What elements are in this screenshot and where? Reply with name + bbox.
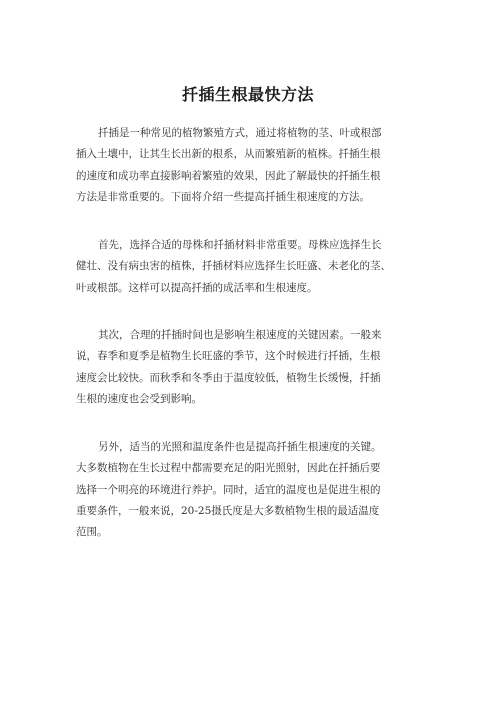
- paragraph-line: 生根的速度也会受到影响。: [76, 392, 202, 405]
- paragraph-3: [76, 325, 436, 410]
- paragraph-4: [76, 437, 436, 543]
- paragraph-line: 选择一个明亮的环境进行养护。同时，适宜的温度也是促进生根的: [76, 483, 381, 496]
- paragraph-2: [76, 235, 436, 299]
- paragraph-line: 方法是非常重要的。下面将介绍一些提高扦插生根速度的方法。: [76, 190, 370, 203]
- paragraph-line: 健壮、没有病虫害的植株，扦插材料应选择生长旺盛、未老化的茎、: [76, 260, 391, 273]
- paragraph-line: 说，春季和夏季是植物生长旺盛的季节，这个时候进行扦插，生根: [76, 350, 381, 363]
- document-title: 扦插生根最快方法: [181, 85, 314, 104]
- paragraph-1: [76, 123, 436, 208]
- paragraph-line: 叶或根部。这样可以提高扦插的成活率和生根速度。: [76, 281, 318, 294]
- paragraph-line: 重要条件，一般来说，20-25摄氏度是大多数植物生根的最适温度: [76, 504, 380, 517]
- paragraph-line: 其次，合理的扦插时间也是影响生根速度的关键因素。一般来: [98, 329, 382, 341]
- paragraph-line: 插入土壤中，让其生长出新的根系，从而繁殖新的植株。扦插生根: [76, 148, 381, 161]
- paragraph-line: 速度会比较快。而秋季和冬季由于温度较低，植物生长缓慢，扦插: [76, 371, 381, 384]
- paragraph-line: 的速度和成功率直接影响着繁殖的效果，因此了解最快的扦插生根: [76, 169, 381, 182]
- paragraph-line: 首先，选择合适的母株和扦插材料非常重要。母株应选择生长: [98, 239, 382, 251]
- paragraph-line: 范围。: [76, 526, 108, 539]
- paragraph-line: 扦插是一种常见的植物繁殖方式，通过将植物的茎、叶或根部: [98, 127, 382, 139]
- paragraph-line: 另外，适当的光照和温度条件也是提高扦插生根速度的关键。: [98, 441, 382, 453]
- paragraph-line: 大多数植物在生长过程中都需要充足的阳光照射，因此在扦插后要: [76, 462, 381, 475]
